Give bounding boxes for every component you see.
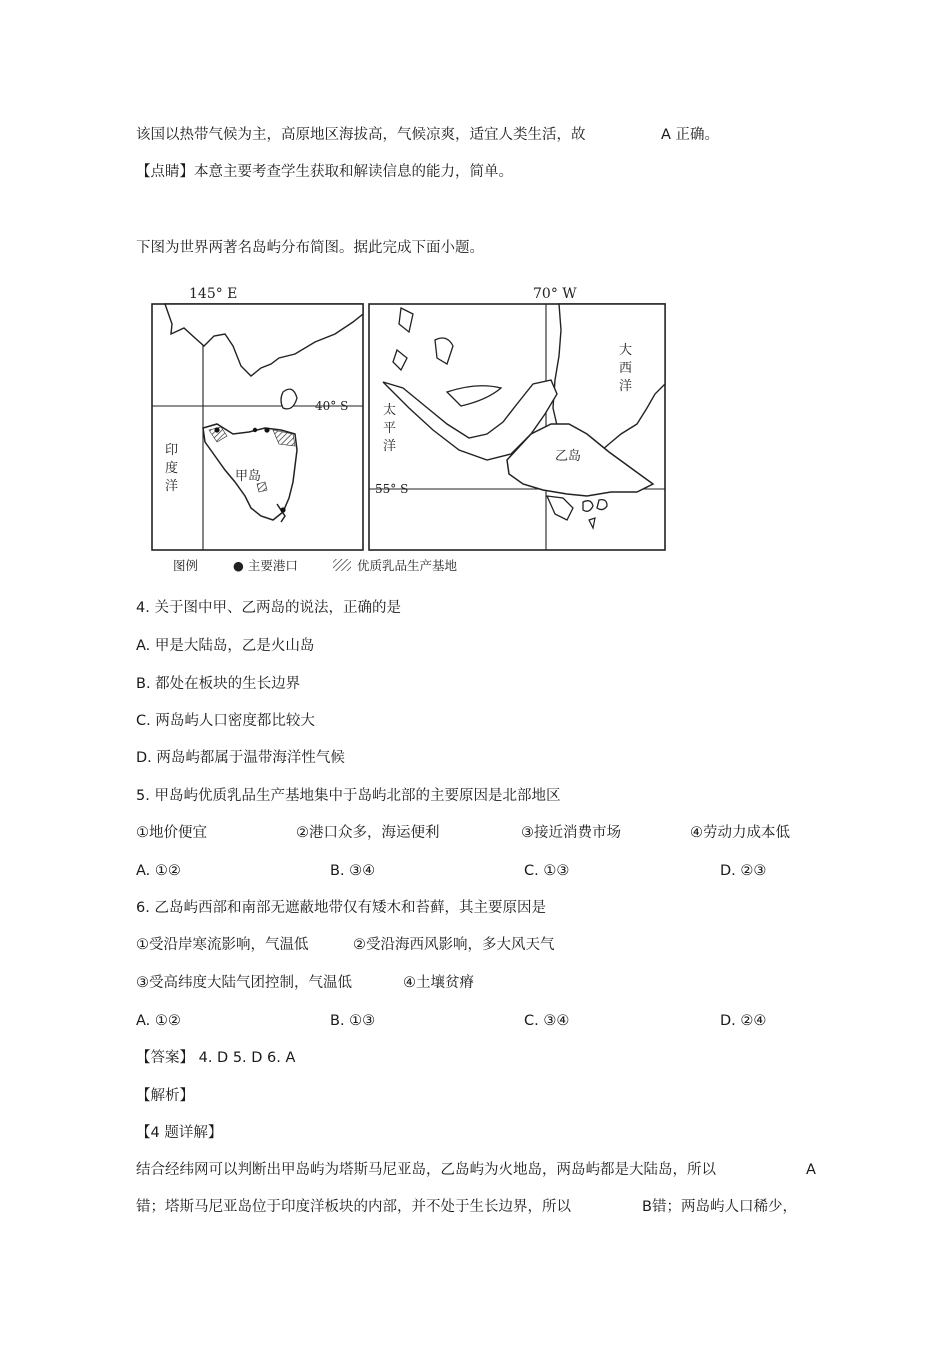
q5-item-4: ④劳动力成本低	[690, 825, 790, 841]
lat-label-55s: 55° S	[375, 482, 409, 496]
island-map-figure	[147, 284, 677, 576]
q4-option-b: B. 都处在板块的生长边界	[136, 676, 301, 692]
svg-text:平: 平	[383, 421, 397, 436]
svg-text:洋: 洋	[619, 379, 633, 394]
svg-text:度: 度	[165, 461, 179, 476]
svg-text:大: 大	[619, 343, 633, 358]
lon-label-70w: 70° W	[533, 286, 577, 302]
q5-item-1: ①地价便宜	[136, 825, 207, 841]
explanation-line-1-tail: A	[806, 1162, 816, 1178]
island-b-label: 乙岛	[555, 449, 582, 464]
lon-label-145e: 145° E	[189, 286, 238, 302]
svg-text:洋: 洋	[383, 439, 397, 454]
q5-item-2: ②港口众多，海运便利	[296, 825, 440, 841]
lat-label-40s: 40° S	[315, 399, 349, 413]
map-legend	[173, 558, 458, 573]
q6-item-1: ①受沿岸寒流影响，气温低	[136, 937, 309, 953]
q4-option-d: D. 两岛屿都属于温带海洋性气候	[136, 750, 345, 766]
legend-port-icon: ● 主要港口	[233, 558, 298, 573]
legend-hatch-icon	[333, 559, 351, 571]
svg-text:西: 西	[619, 361, 633, 376]
answer-line: 【答案】 4. D 5. D 6. A	[136, 1050, 296, 1066]
svg-text:图例: 图例	[173, 558, 199, 573]
q6-option-b: B. ①③	[330, 1013, 376, 1029]
q6-option-a: A. ①②	[136, 1013, 181, 1029]
q5-option-c: C. ①③	[524, 863, 570, 879]
explanation-line-2a: 错；塔斯马尼亚岛位于印度洋板块的内部，并不处于生长边界，所以	[136, 1199, 571, 1215]
question-intro: 下图为世界两著名岛屿分布简图。据此完成下面小题。	[136, 240, 484, 256]
q6-option-d: D. ②④	[720, 1013, 767, 1029]
svg-text:太: 太	[383, 403, 397, 418]
q4-option-a: A. 甲是大陆岛，乙是火山岛	[136, 638, 315, 654]
map-panel-left	[152, 286, 363, 550]
q5-item-3: ③接近消费市场	[521, 825, 621, 841]
svg-text:洋: 洋	[165, 479, 179, 494]
svg-text:优质乳品生产基地: 优质乳品生产基地	[357, 558, 458, 573]
explanation-line-2b: B错；两岛屿人口稀少，	[642, 1199, 797, 1215]
q6-item-3: ③受高纬度大陆气团控制，气温低	[136, 975, 352, 991]
q6-item-2: ②受沿海西风影响，多大风天气	[353, 937, 555, 953]
analysis-label: 【解析】	[136, 1088, 194, 1104]
q5-option-b: B. ③④	[330, 863, 376, 879]
q6-item-4: ④土壤贫瘠	[403, 975, 474, 991]
q4-stem: 4. 关于图中甲、乙两岛的说法，正确的是	[136, 600, 401, 616]
q5-option-a: A. ①②	[136, 863, 181, 879]
q4-option-c: C. 两岛屿人口密度都比较大	[136, 713, 315, 729]
detail-label: 【4 题详解】	[136, 1125, 223, 1141]
intro-line: 该国以热带气候为主，高原地区海拔高，气候凉爽，适宜人类生活，故	[136, 127, 586, 143]
q6-stem: 6. 乙岛屿西部和南部无遮蔽地带仅有矮木和苔藓，其主要原因是	[136, 900, 546, 916]
svg-text:印: 印	[165, 443, 179, 458]
q5-stem: 5. 甲岛屿优质乳品生产基地集中于岛屿北部的主要原因是北部地区	[136, 788, 561, 804]
island-a-label: 甲岛	[235, 469, 262, 484]
q5-option-d: D. ②③	[720, 863, 767, 879]
map-panel-right	[369, 286, 665, 550]
q6-option-c: C. ③④	[524, 1013, 570, 1029]
review-note: 【点睛】本意主要考查学生获取和解读信息的能力，简单。	[136, 164, 513, 180]
intro-line-tail: A 正确。	[661, 127, 720, 143]
explanation-line-1: 结合经纬网可以判断出甲岛屿为塔斯马尼亚岛，乙岛屿为火地岛，两岛屿都是大陆岛，所以	[136, 1162, 716, 1178]
